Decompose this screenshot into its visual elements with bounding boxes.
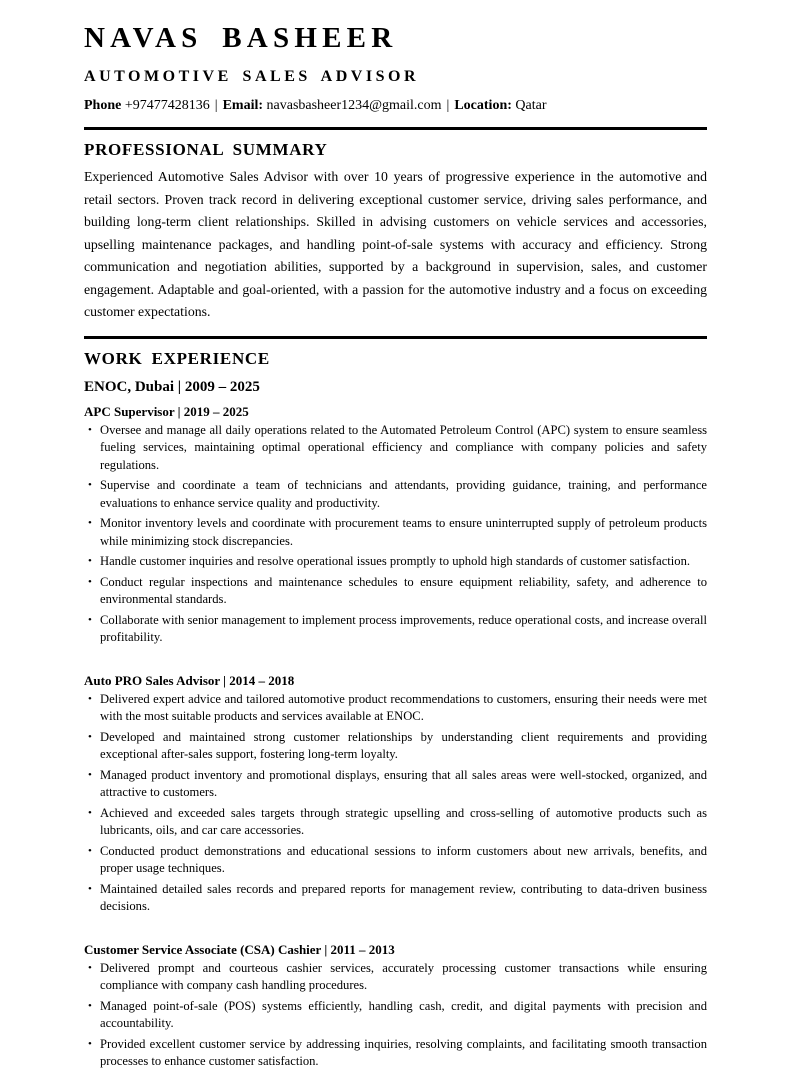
bullet-item: • Collaborate with senior management to implement process improvements, reduce operational costs, and increase overall profitability. bbox=[100, 612, 707, 647]
bullet-item: • Supervise and coordinate a team of technicians and attendants, providing guidance, training, and performance evaluations to enhance service quality and productivity. bbox=[100, 477, 707, 512]
job-title: Customer Service Associate (CSA) Cashier | 2011 – 2013 bbox=[84, 941, 395, 957]
bullet-item: • Oversee and manage all daily operations related to the Automated Petroleum Control (APC) system to ensure seamless fueling services, maintaining optimal operational efficiency and compliance with company policies and safety regulations. bbox=[100, 422, 707, 475]
job-auto-pro-sales-advisor bbox=[84, 673, 707, 916]
bullet-item: • Handle customer inquiries and resolve operational issues promptly to uphold high standards of customer satisfaction. bbox=[100, 553, 707, 571]
work-experience-section bbox=[84, 349, 707, 1071]
separator: | bbox=[446, 98, 450, 113]
phone-label: Phone bbox=[84, 98, 122, 113]
bullet-item: • Conducted product demonstrations and educational sessions to inform customers about new arrivals, benefits, and proper usage techniques. bbox=[100, 843, 707, 878]
email-value: navasbasheer1234@gmail.com bbox=[266, 98, 442, 113]
professional-summary-section bbox=[84, 140, 707, 324]
bullet-item: • Delivered prompt and courteous cashier services, accurately processing customer transactions while ensuring compliance with company cash handling procedures. bbox=[100, 960, 707, 995]
bullet-item: • Provided excellent customer service by addressing inquiries, resolving complaints, and facilitating smooth transaction processes to enhance customer satisfaction. bbox=[100, 1036, 707, 1071]
candidate-title: AUTOMOTIVE SALES ADVISOR bbox=[84, 68, 420, 85]
resume-header bbox=[84, 22, 707, 115]
candidate-name: NAVAS BASHEER bbox=[84, 22, 398, 54]
work-heading: WORK EXPERIENCE bbox=[84, 348, 270, 368]
location-value: Qatar bbox=[515, 98, 547, 113]
bullet-item: • Monitor inventory levels and coordinate with procurement teams to ensure uninterrupted supply of petroleum products while minimizing stock discrepancies. bbox=[100, 515, 707, 550]
divider-rule-top bbox=[84, 127, 707, 130]
summary-heading: PROFESSIONAL SUMMARY bbox=[84, 140, 328, 160]
bullet-item: • Achieved and exceeded sales targets through strategic upselling and cross-selling of automotive products such as lubricants, oils, and car care accessories. bbox=[100, 805, 707, 840]
email-label: Email: bbox=[222, 98, 264, 113]
bullet-list bbox=[84, 960, 707, 1071]
bullet-item: • Developed and maintained strong customer relationships by understanding client requirements and providing exceptional after-sales support, fostering long-term loyalty. bbox=[100, 729, 707, 764]
location-label: Location: bbox=[454, 98, 512, 113]
contact-line bbox=[84, 97, 707, 115]
divider-rule-middle bbox=[84, 336, 707, 339]
bullet-item: • Managed product inventory and promotional displays, ensuring that all sales areas were well-stocked, organized, and attractive to customers. bbox=[100, 767, 707, 802]
bullet-list bbox=[84, 691, 707, 916]
job-title: Auto PRO Sales Advisor | 2014 – 2018 bbox=[84, 672, 295, 688]
bullet-item: • Managed point-of-sale (POS) systems efficiently, handling cash, credit, and digital payments with precision and accountability. bbox=[100, 998, 707, 1033]
bullet-item: • Delivered expert advice and tailored automotive product recommendations to customers, ensuring their needs were met with the most suitable products and services available at ENOC. bbox=[100, 691, 707, 726]
job-csa-cashier bbox=[84, 942, 707, 1071]
bullet-list bbox=[84, 422, 707, 647]
bullet-item: • Conduct regular inspections and maintenance schedules to ensure equipment reliability, safety, and adherence to environmental standards. bbox=[100, 574, 707, 609]
separator: | bbox=[214, 98, 218, 113]
job-apc-supervisor bbox=[84, 404, 707, 647]
summary-text: Experienced Automotive Sales Advisor with over 10 years of progressive experience in the automotive and retail sectors. Proven track record in delivering exceptional customer service, driving sales performance, and building long-term client relationships. Skilled in advising customers on vehicle services and accessories, upselling maintenance packages, and handling point-of-sale systems with accuracy and efficiency. Strong communication and negotiation abilities, supported by a background in supervision, sales, and customer engagement. Adaptable and goal-oriented, with a passion for the automotive industry and a focus on exceeding customer expectations. bbox=[84, 169, 707, 320]
employer-line: ENOC, Dubai | 2009 – 2025 bbox=[84, 378, 260, 395]
phone-value: +97477428136 bbox=[124, 98, 210, 113]
bullet-item: • Maintained detailed sales records and prepared reports for management review, contributing to data-driven business decisions. bbox=[100, 881, 707, 916]
job-title: APC Supervisor | 2019 – 2025 bbox=[84, 403, 249, 419]
